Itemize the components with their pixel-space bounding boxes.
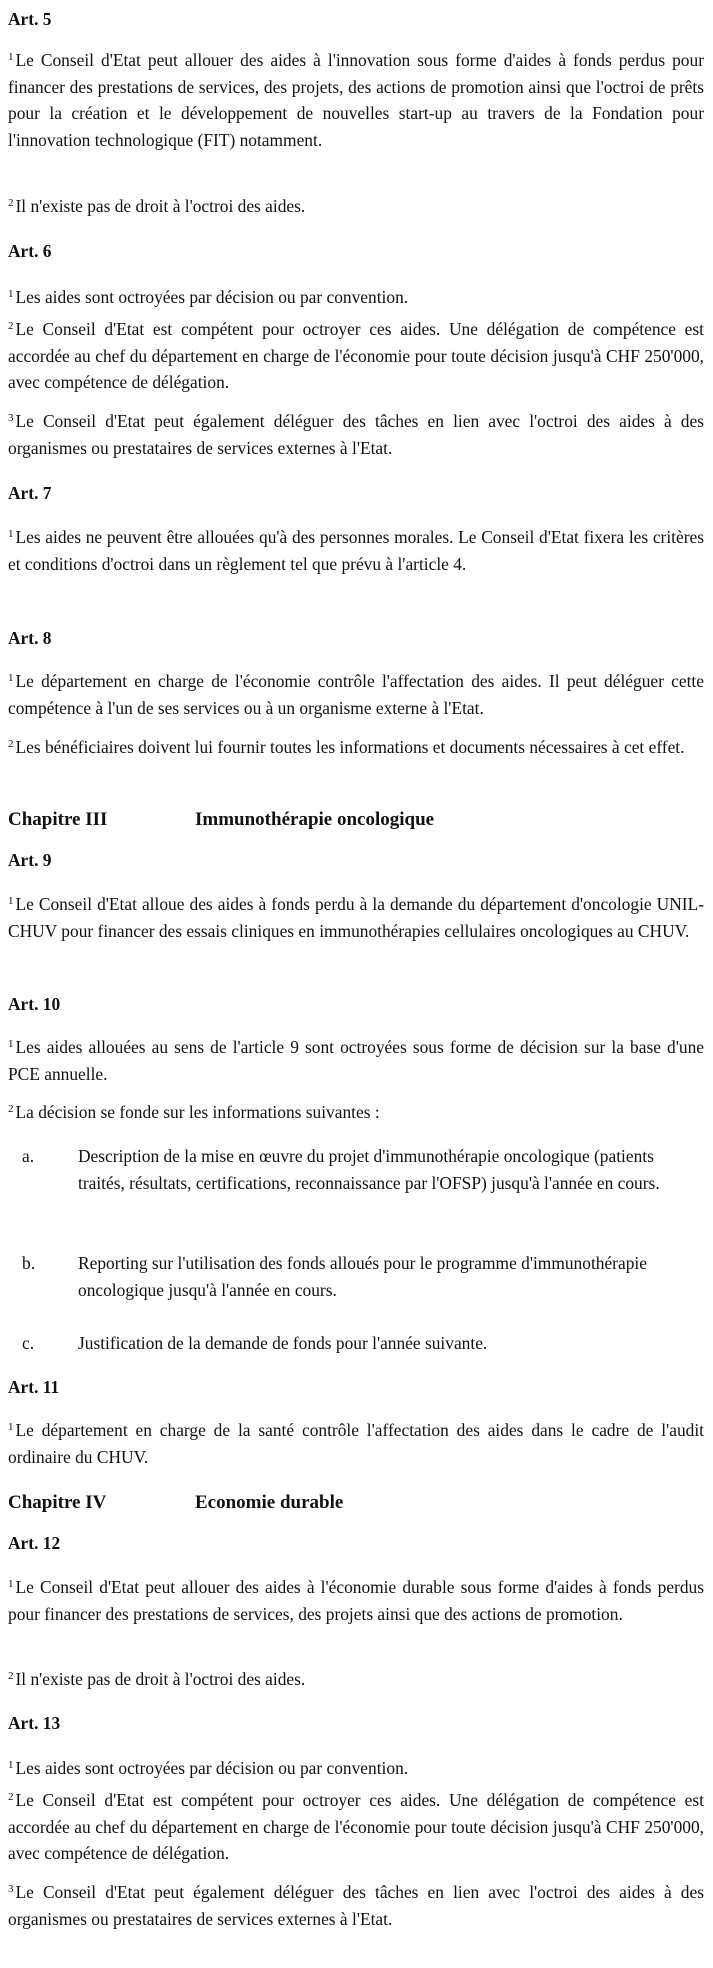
list-item-letter: b.	[22, 1253, 36, 1273]
paragraph-number: 2	[8, 738, 14, 750]
article-heading: Art. 5	[8, 9, 52, 29]
list-item-text: Description de la mise en œuvre du projet d'immunothérapie oncologique (patients traités, résultats, certifications, reconnaissance par l'OFSP) jusqu'à l'année en cours.	[78, 1146, 660, 1193]
paragraph-number: 2	[8, 1791, 14, 1803]
article-paragraph	[8, 193, 704, 220]
chapter-number: Chapitre IV	[8, 1492, 107, 1513]
paragraph-number: 3	[8, 1883, 14, 1895]
paragraph-number: 1	[8, 1759, 14, 1771]
paragraph-text: Le Conseil d'Etat peut également déléguer des tâches en lien avec l'octroi des aides à des organismes ou prestataires de services externes à l'Etat.	[8, 411, 704, 458]
chapter-heading	[8, 808, 434, 832]
article-paragraph	[8, 1417, 704, 1470]
article-heading: Art. 9	[8, 850, 52, 870]
paragraph-text: Les aides sont octroyées par décision ou par convention.	[15, 287, 409, 307]
article-heading: Art. 10	[8, 994, 61, 1014]
article-paragraph	[8, 668, 704, 721]
paragraph-text: Il n'existe pas de droit à l'octroi des aides.	[15, 1669, 306, 1689]
paragraph-text: Le Conseil d'Etat alloue des aides à fonds perdu à la demande du département d'oncologie UNIL-CHUV pour financer des essais cliniques en immunothérapies cellulaires oncologiques au CHUV.	[8, 894, 704, 941]
chapter-number: Chapitre III	[8, 809, 108, 830]
article-heading: Art. 6	[8, 241, 52, 261]
article-paragraph	[8, 1755, 704, 1782]
article-paragraph	[8, 1034, 704, 1087]
paragraph-text: Le département en charge de la santé contrôle l'affectation des aides dans le cadre de l'audit ordinaire du CHUV.	[8, 1420, 704, 1467]
paragraph-number: 1	[8, 1421, 14, 1433]
paragraph-text: Les aides sont octroyées par décision ou par convention.	[15, 1758, 409, 1778]
article-paragraph	[8, 1879, 704, 1932]
chapter-title: Immunothérapie oncologique	[195, 809, 435, 830]
list-item-letter: c.	[22, 1333, 35, 1353]
paragraph-number: 3	[8, 412, 14, 424]
chapter-heading	[8, 1491, 343, 1515]
article-paragraph	[8, 408, 704, 461]
paragraph-text: Le Conseil d'Etat peut allouer des aides à l'innovation sous forme d'aides à fonds perdus pour financer des prestations de services, des projets, des actions de promotion ainsi que l'octroi de prêts pour la création et le développement de nouvelles start-up au travers de la Fondation pour l'innovation technologique (FIT) notamment.	[8, 50, 704, 150]
article-paragraph	[8, 284, 704, 311]
paragraph-number: 1	[8, 1578, 14, 1590]
paragraph-text: Le Conseil d'Etat est compétent pour octroyer ces aides. Une délégation de compétence est accordée au chef du département en charge de l'économie pour toute décision jusqu'à CHF 250'000, avec compétence de délégation.	[8, 1790, 704, 1863]
article-heading: Art. 11	[8, 1377, 60, 1397]
article-paragraph	[8, 1787, 704, 1867]
paragraph-text: Le département en charge de l'économie contrôle l'affectation des aides. Il peut déléguer cette compétence à l'un de ses services ou à un organisme externe à l'Etat.	[8, 671, 704, 718]
paragraph-number: 2	[8, 320, 14, 332]
chapter-title: Economie durable	[195, 1492, 344, 1513]
list-item-text: Reporting sur l'utilisation des fonds alloués pour le programme d'immunothérapie oncologique jusqu'à l'année en cours.	[78, 1253, 647, 1300]
paragraph-number: 2	[8, 197, 14, 209]
article-paragraph	[8, 524, 704, 577]
paragraph-text: Le Conseil d'Etat est compétent pour octroyer ces aides. Une délégation de compétence est accordée au chef du département en charge de l'économie pour toute décision jusqu'à CHF 250'000, avec compétence de délégation.	[8, 319, 704, 392]
article-paragraph	[8, 47, 704, 153]
paragraph-number: 1	[8, 1038, 14, 1050]
paragraph-text: Il n'existe pas de droit à l'octroi des aides.	[15, 196, 306, 216]
article-paragraph	[8, 316, 704, 396]
paragraph-number: 1	[8, 528, 14, 540]
article-heading: Art. 12	[8, 1533, 61, 1553]
article-paragraph	[8, 1574, 704, 1627]
article-heading: Art. 7	[8, 483, 52, 503]
article-paragraph	[8, 891, 704, 944]
paragraph-text: Les aides allouées au sens de l'article 9 sont octroyées sous forme de décision sur la base d'une PCE annuelle.	[8, 1037, 704, 1084]
article-heading: Art. 13	[8, 1713, 61, 1733]
paragraph-number: 1	[8, 895, 14, 907]
paragraph-number: 1	[8, 288, 14, 300]
paragraph-text: La décision se fonde sur les informations suivantes :	[15, 1102, 380, 1122]
paragraph-text: Les bénéficiaires doivent lui fournir toutes les informations et documents nécessaires à cet effet.	[15, 737, 685, 757]
paragraph-text: Les aides ne peuvent être allouées qu'à des personnes morales. Le Conseil d'Etat fixera les critères et conditions d'octroi dans un règlement tel que prévu à l'article 4.	[8, 527, 704, 574]
paragraph-text: Le Conseil d'Etat peut également déléguer des tâches en lien avec l'octroi des aides à des organismes ou prestataires de services externes à l'Etat.	[8, 1882, 704, 1929]
article-paragraph	[8, 1666, 704, 1693]
paragraph-text: Le Conseil d'Etat peut allouer des aides à l'économie durable sous forme d'aides à fonds perdus pour financer des prestations de services, des projets ainsi que des actions de promotion.	[8, 1577, 704, 1624]
list-item-letter: a.	[22, 1146, 35, 1166]
paragraph-number: 2	[8, 1670, 14, 1682]
list-item-text: Justification de la demande de fonds pour l'année suivante.	[78, 1333, 488, 1353]
article-paragraph	[8, 1099, 704, 1126]
paragraph-number: 1	[8, 672, 14, 684]
article-paragraph	[8, 734, 704, 761]
paragraph-number: 1	[8, 51, 14, 63]
article-heading: Art. 8	[8, 628, 52, 648]
paragraph-number: 2	[8, 1103, 14, 1115]
